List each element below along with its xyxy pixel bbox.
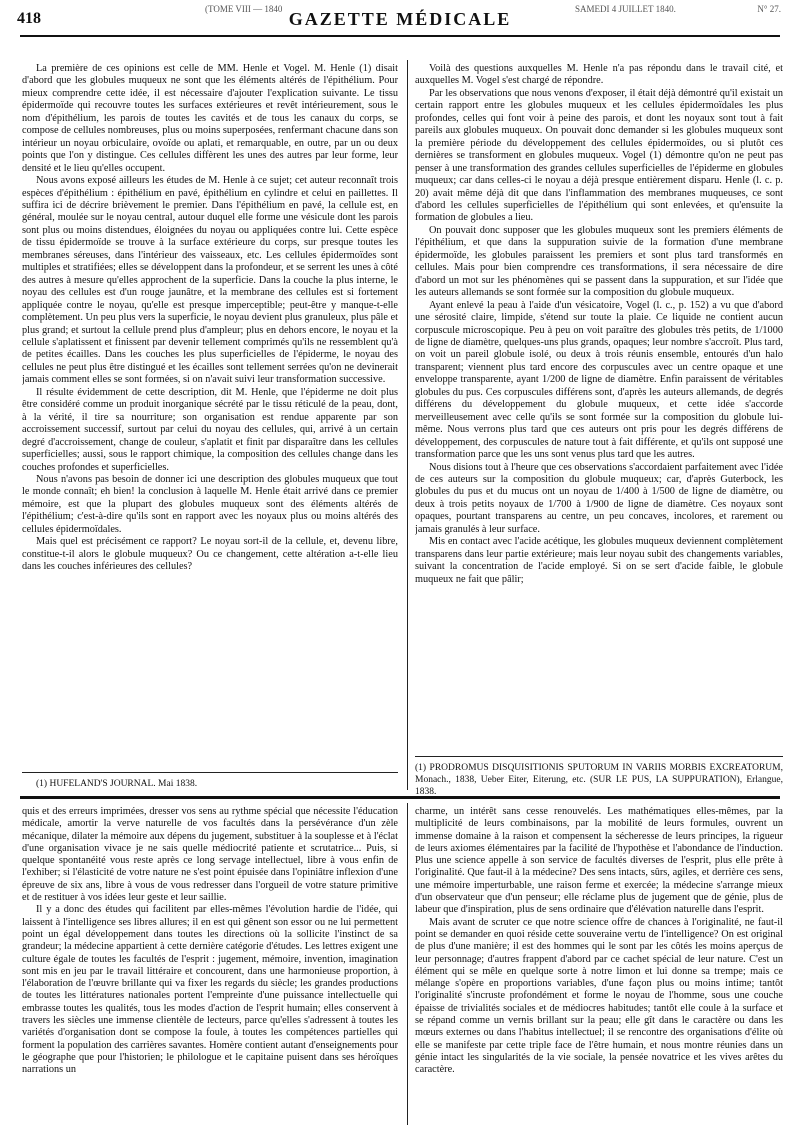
- paragraph: Voilà des questions auxquelles M. Henle n'a pas répondu dans le travail cité, et auxquelles M. Vogel s'est chargé de répondre.: [415, 63, 783, 87]
- column-divider: [407, 60, 408, 790]
- paragraph: Mais avant de scruter ce que notre science offre de chances à l'originalité, ne faut-il point se demander en quoi réside cette souveraine vertu de l'intelligence? On est original de plus d'une manière; il est des hommes qui le sont par les côtés les moins aperçus de leur personnage; d'autres frappent d'abord par ce cachet spécial de leur nature. C'est un élément qui se mêle en quelque sorte à notre limon et lui donne sa trempe; mais ce mélange s'opère en proportions variables, d'une façon plus ou moins intime; tantôt l'originalité s'incruste profondément et forme le noyau de l'homme, sous une couche épaisse de trivialités sociales et de médiocres habitudes; tantôt elle coule à la surface et se répand comme un vernis brillant sur la peau; elle gît dans le caractère ou dans les mœurs externes ou dans l'habitus intellectuel; il se rencontre des organisations d'élite où elle se manifeste par cette triple face de l'être humain, et nous montre réunies dans un génie intact les singularités de la vie sociale, la pensée novatrice et les vives arêtes du caractère.: [415, 916, 783, 1076]
- paragraph: Mis en contact avec l'acide acétique, les globules muqueux deviennent complètement transparens dans leur partie extérieure; mais leur noyau subit des changements variables, suivant la concentration de l'acide employé. Si on se sert d'acide faible, le globule muqueux ne fait que pâlir;: [415, 536, 783, 585]
- page-header: [15, 4, 785, 30]
- header-rule: [20, 35, 780, 37]
- page-number: 418: [17, 10, 41, 27]
- upper-left-column: [22, 63, 398, 763]
- paragraph: Nous avons exposé ailleurs les études de M. Henle à ce sujet; cet auteur reconnaît trois espèces d'épithélium : épithélium en pavé, épithélium en cylindre et celui en paillettes. Il suffira ici de décrire brièvement le premier. Dans l'épithélium en pavé, la cellule est, en général, moulée sur le noyau central, autour duquel elle forme une vésicule dont les parois sont plus ou moins distendues, éloignées du noyau ou appliquées contre lui. Cette espèce de tissu épidermoïde se trouve à la surface extérieure du corps, sur presque toutes les membranes séreuses, dans l'intérieur des vaisseaux, etc. Les cellules épidermoïdes sont multiples et stratifiées; elles se développent dans la profondeur, et se serrent les unes à côté des autres à mesure qu'elles approchent de la superficie. Dans la couche la plus interne, le noyau des cellules est d'un rouge jaunâtre, et la membrane des cellules est si fortement appliquée contre le noyau, qu'elle est presque imperceptible; peut-être y manque-t-elle complètement. Un peu plus vers la superficie, le noyau devient plus granuleux, plus pâle et plus grand; et surtout la cellule prend plus d'ampleur; plus en dehors encore, le noyau et la cellule s'aplatissent et finissent par devenir tellement comprimés qu'ils ne ressemblent qu'à de petites écailles. Dans les couches les plus superficielles de l'épiderme, le noyau des cellules ne peut plus être distingué et les écailles sont tellement serrées qu'on ne devinerait jamais comment elles se sont formées, si on n'avait suivi leur transformation successive.: [22, 175, 398, 386]
- paragraph: Il y a donc des études qui facilitent par elles-mêmes l'évolution hardie de l'idée, qui laissent à l'intelligence ses libres allures; il en est qui gênent son essor ou ne lui permettent point un égal développement dans toutes les directions où la sollicite l'instinct de sa grandeur; la médecine appartient à cette dernière catégorie d'études. Les lettres exigent une culture égale de toutes les facultés de l'esprit : jugement, mémoire, invention, imagination sont mis en jeu par le travail littéraire et concourent, dans une harmonieuse proportion, à l'élaboration de l'œuvre brillante qui va fixer les regards du siècle; les grandes productions de toutes les littératures nationales portent l'empreinte d'une puissance intellectuelle qui embrasse toutes les qualités, tous les modes d'action de l'esprit humain; elles conservent à travers les siècles une immense clientèle de lecteurs, parce qu'elles s'adressent à toutes les variétés d'organisation dont se compose la foule, à toutes les compétences partielles qui forment la population des carrières savantes. Homère contient autant d'enseignements pour le géographe que pour l'historien; le philologue et le capitaine puisent dans ses héroïques narrations un: [22, 904, 398, 1076]
- footnote-rule: [22, 772, 398, 773]
- journal-title: GAZETTE MÉDICALE: [288, 9, 512, 29]
- footnote: (1) HUFELAND'S JOURNAL. Mai 1838.: [36, 779, 198, 789]
- paragraph: Mais quel est précisément ce rapport? Le noyau sort-il de la cellule, et, devenu libre, constitue-t-il alors le globule muqueux? Ou ce changement, cette altération a-t-elle lieu dans les couches inférieures des cellules?: [22, 536, 398, 573]
- paragraph: Ayant enlevé la peau à l'aide d'un vésicatoire, Vogel (l. c., p. 152) a vu que d'abord une sérosité claire, limpide, s'étend sur toute la plaie. Ce liquide ne contient aucun corpuscule microscopique. Peu à peu on voit paraître des globules très petits, de 1/1000 de ligne de diamètre, quelques-uns plus grands, opaques; leur nombre s'accroît. Plus tard, on voit un pareil globule isolé, ou deux à trois réunis ensemble, entourés d'un halo transparent; viennent plus tard encore des corpuscules avec un centre opaque et une enveloppe transparente, ayant 1/200 de ligne de diamètre. Enfin paraissent de véritables globules du pus. Ces corpuscules différens sont, d'après les auteurs allemands, de degrés différens du développement du globule muqueux, et cette idée s'accorde merveilleusement avec celle qu'ils se sont formée sur la composition du globule lui-même. Nous verrons plus tard que ces auteurs ont pris pour les degrés différens de développement, des corpuscules de nature tout à fait différente, et qu'ils ont supposé une transformation parce que les uns sont venus plus tard que les autres.: [415, 299, 783, 461]
- lower-right-column: [415, 806, 783, 1124]
- date-label: SAMEDI 4 JUILLET 1840.: [575, 4, 676, 14]
- paragraph: Nous disions tout à l'heure que ces observations s'accordaient parfaitement avec l'idée de ces auteurs sur la composition du globule muqueux; car, d'après Guterbock, les globules du pus et du mucus ont un noyau de 1/400 à 1/500 de ligne de diamètre, ou deux à trois petits noyaux de 1/700 à 1/900 de ligne de diamètre. Ces noyaux sont opaques, pourtant transparens au centre, un peu concaves, incolores, et rarement ou jamais granulés à leur surface.: [415, 461, 783, 535]
- issue-number: N° 27.: [757, 4, 781, 14]
- paragraph: Par les observations que nous venons d'exposer, il était déjà démontré qu'il existait un certain rapport entre les globules muqueux et les cellules épidermoïdales les plus profondes, celles qui font voir à peine des parois, et dont les noyaux sont tout à fait pareils aux globules muqueux. On pouvait donc demander si les globules muqueux sont la première période du développement des cellules épidermoïdes, ou si plutôt ces dernières se transforment en globules muqueux. Vogel (1) démontre qu'on ne peut pas penser à une transformation des grandes cellules superficielles de l'épiderme en globules muqueux; car dans celles-ci le noyau a déjà presque entièrement disparu. Henle (l. c. p. 20) avait même déjà dit que dans l'inflammation des membranes muqueuses, ce sont d'abord les cellules superficielles de l'épithélium qui sont enlevées, et qu'ensuite la formation de globules a lieu.: [415, 87, 783, 224]
- paragraph: charme, un intérêt sans cesse renouvelés. Les mathématiques elles-mêmes, par la multiplicité de leurs combinaisons, par la mobilité de leurs formules, ouvrent un immense domaine à la raison et compensent la sécheresse de leurs principes, la rigueur de leurs axiomes élémentaires par la facilité de l'hypothèse et l'abondance de l'induction. Plus une science appelle à son service de facultés diverses de l'esprit, plus elle prête à l'originalité. Que faut-il à la médecine? Des sens intacts, sûrs, agiles, et derrière ces sens, une mémoire imperturbable, une raison ferme et exercée; la médecine s'arrange mieux d'un observateur que d'un penseur; elle réclame plus de jugement que de génie, plus de labeur que d'inspiration, plus de sens ordinaire que d'élévation naturelle dans l'esprit.: [415, 806, 783, 916]
- paragraph: Nous n'avons pas besoin de donner ici une description des globules muqueux que tout le monde connaît; eh bien! la conclusion à laquelle M. Henle était arrivé dans ce premier mémoire, est que la plupart des globules muqueux sont des éléments altérés de l'épithélium; c'est-à-dire qu'ils sont en rapport avec les noyaux plus ou moins altérés des cellules épidermoïdales.: [22, 473, 398, 535]
- paragraph: On pouvait donc supposer que les globules muqueux sont les premiers éléments de l'épithélium, et que dans la suppuration suivie de la formation d'une membrane épidermoïde, les globules paraissent les premiers et sont plus tard transformés en cellules. Mais pour bien comprendre ces transformations, il sera nécessaire de dire d'abord un mot sur les phénomènes qui se passent dans la suppuration, et sur l'idée que les auteurs allemands se sont formée sur la composition du globule muqueux.: [415, 224, 783, 299]
- paragraph: La première de ces opinions est celle de MM. Henle et Vogel. M. Henle (1) disait d'abord que les globules muqueux ne sont que les éléments altérés de l'épithélium. Pour mieux comprendre cette idée, il est nécessaire d'ajouter l'explication suivante. Le tissu épidermoïde qui recouvre toutes les surfaces extérieures et revêt intérieurement, sous le nom d'épithélium, les parois de toutes les cavités et de tous les canaux du corps, se compose de cellules nombreuses, plus ou moins superposées, renfermant chacune dans son intérieur un noyau orbiculaire, ovoïde ou aplati, et remarquable, en outre, par un ou deux points que l'on y distingue. Ces cellules diffèrent les unes des autres par leur forme, leur densité et le lieu qu'elles occupent.: [22, 63, 398, 174]
- footnote: (1) PRODROMUS DISQUISITIONIS SPUTORUM IN VARIIS MORBIS EXCREATORUM, Monach., 1838, Ueber Eiter, Eiterung, etc. (SUR LE PUS, LA SUPPURATION), Erlangue, 1838.: [415, 763, 783, 797]
- upper-right-column: [415, 63, 783, 748]
- paragraph: quis et des erreurs imprimées, dresser vos sens au rythme spécial que nécessite l'éducation médicale, amortir la verve naturelle de vos facultés dans la persévérance d'un zèle mécanique, dilater la mémoire aux dépens du jugement, substituer à la souplesse et à l'éclat d'une organisation vivace je ne sais quelle médiocrité patiente et scrutatrice... Puis, si quelque spontanéité vous reste après ce long servage intellectuel, libre à vous enfin de l'exhiber; si l'élasticité de votre nature ne s'est point épuisée dans l'opiniâtre inflexion d'une épreuve de six ans, libre à vous de vous redresser dans l'orgueil de votre stature primitive et de restituer à vos idées leur geste et leur saillie.: [22, 806, 398, 904]
- tome-label: (TOME VIII — 1840: [205, 4, 283, 14]
- paragraph: Il résulte évidemment de cette description, dit M. Henle, que l'épiderme ne doit plus être considéré comme un produit inorganique sécrété par le tissu réticulé de la peau, dont, à la vérité, il tire sa nourriture; son organisation est rendue apparente par son accroissement successif, surtout par celui du noyau des cellules, qui, arrivé à un certain degré d'accroissement, change de couleur, s'aplatit et finit par disparaître dans les cellules superficielles; aussi, sous le rapport chimique, la composition des cellules change dans les couches profondes et superficielles.: [22, 386, 398, 473]
- column-divider: [407, 803, 408, 1125]
- section-rule: [20, 796, 780, 799]
- footnote-rule: [415, 756, 783, 757]
- lower-left-column: [22, 806, 398, 1124]
